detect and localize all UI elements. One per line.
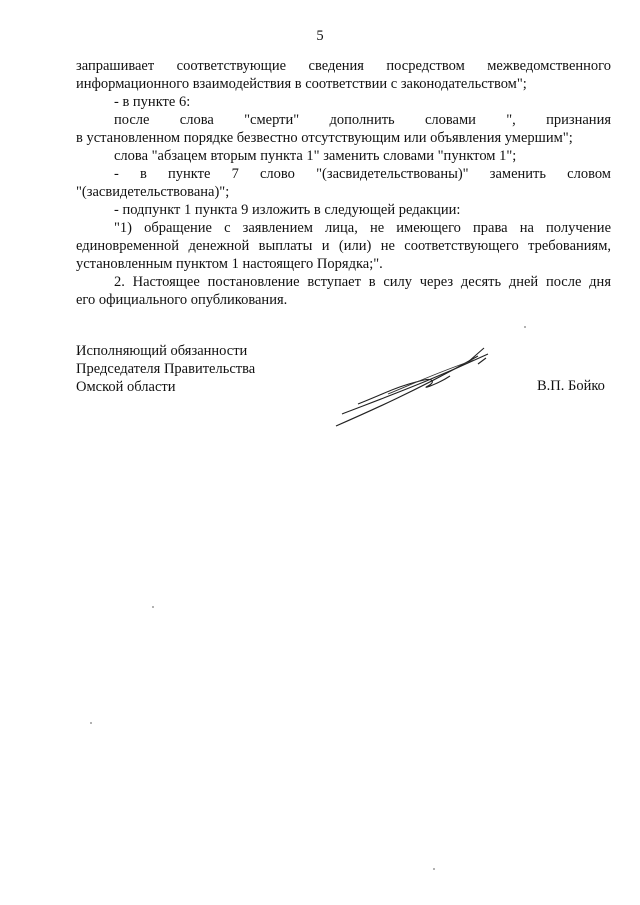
paragraph-line: "1) обращение с заявлением лица, не имеющего права на получение	[114, 220, 611, 236]
signatory-title-line: Председателя Правительства	[76, 361, 256, 377]
paragraph-line: запрашивает соответствующие сведения посредством межведомственного	[76, 58, 611, 74]
page-number: 5	[316, 28, 324, 44]
paragraph-line: - в пункте 7 слово "(засвидетельствованы)" заменить словом	[114, 166, 611, 182]
paragraph: - подпункт 1 пункта 9 изложить в следующей редакции:	[114, 202, 461, 218]
scan-speck	[524, 326, 526, 328]
paragraph-line: 2. Настоящее постановление вступает в силу через десять дней после дня	[114, 274, 611, 290]
paragraph: слова "абзацем вторым пункта 1" заменить словами "пунктом 1";	[114, 148, 517, 164]
signatory-title-line: Омской области	[76, 379, 176, 395]
paragraph-line: после слова "смерти" дополнить словами ", признания	[114, 112, 611, 128]
signatory-title	[76, 342, 255, 396]
paragraph-line: установленным пунктом 1 настоящего Порядка;".	[76, 256, 383, 272]
signatory-name: В.П. Бойко	[537, 378, 605, 394]
paragraph-line: единовременной денежной выплаты и (или) не соответствующего требованиям,	[76, 238, 611, 254]
paragraph: - в пункте 6:	[114, 94, 191, 110]
document-body	[76, 57, 611, 309]
scan-speck	[152, 606, 154, 608]
paragraph-line: в установленном порядке безвестно отсутствующим или объявления умершим";	[76, 130, 573, 146]
scan-speck	[433, 868, 435, 870]
paragraph-line: "(засвидетельствована)";	[76, 184, 230, 200]
paragraph-line: его официального опубликования.	[76, 292, 288, 308]
scan-speck	[90, 722, 92, 724]
signatory-title-line: Исполняющий обязанности	[76, 343, 248, 359]
paragraph-line: информационного взаимодействия в соответствии с законодательством";	[76, 76, 527, 92]
handwritten-signature	[328, 342, 498, 432]
